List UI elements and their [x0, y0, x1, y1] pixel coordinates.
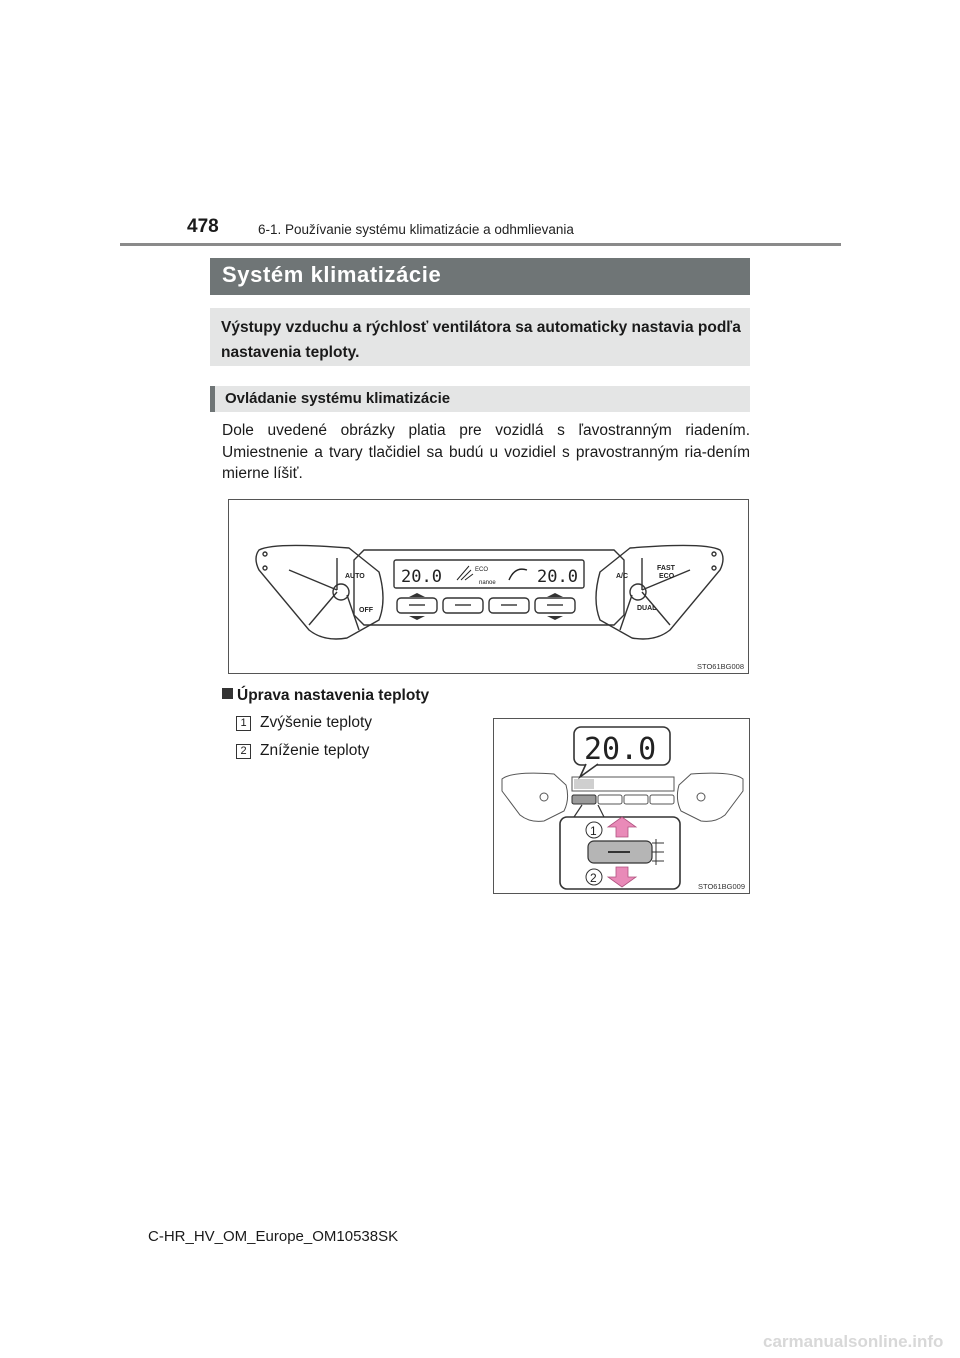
lcd-right-temp: 20.0 [537, 567, 578, 587]
lcd-highlight [574, 779, 594, 789]
footer-doc-id: C-HR_HV_OM_Europe_OM10538SK [148, 1228, 399, 1245]
ac-button: A/C [616, 573, 629, 580]
right-cluster-outline [596, 545, 723, 639]
figure-code: STO61BG009 [698, 882, 745, 891]
temperature-adjust-figure [493, 718, 750, 894]
control-panel-illustration [229, 500, 750, 675]
section-heading-bar [210, 386, 750, 412]
off-button: OFF [359, 607, 373, 614]
running-header: 6-1. Používanie systému klimatizácie a odhmlievania [258, 222, 574, 237]
temperature-adjust-illustration [494, 719, 751, 895]
title-bar [210, 258, 750, 295]
section-body-text: Dole uvedené obrázky platia pre vozidlá s ľavostranným riadením. Umiestnenie a tvary tlačidiel sa budú u vozidiel s pravostranným ria-dením mierne líšiť. [222, 422, 750, 482]
dual-button: DUAL [637, 605, 657, 612]
control-panel-figure [228, 499, 749, 674]
section-heading: Ovládanie systému klimatizácie [225, 390, 451, 407]
lcd-eco-label: ECO [475, 567, 489, 573]
step-item [236, 714, 372, 732]
callout-1-label: 1 [590, 824, 597, 838]
step-number: 1 [236, 716, 251, 731]
temp-button-highlight [572, 795, 596, 804]
airflow-icon [457, 566, 473, 580]
page-title: Systém klimatizácie [222, 262, 442, 287]
header-rule [120, 243, 841, 246]
zoom-leader [574, 805, 604, 817]
panel-left-outline [502, 773, 568, 821]
page-number: 478 [187, 216, 219, 237]
callout-2-label: 2 [590, 871, 597, 885]
right-dial [630, 584, 646, 600]
intro-box [210, 308, 750, 366]
watermark: carmanualsonline.info [763, 1332, 944, 1351]
lcd-left-temp: 20.0 [401, 567, 442, 587]
auto-button: AUTO [345, 573, 365, 580]
panel-right-outline [677, 773, 743, 821]
callout-temp: 20.0 [584, 732, 657, 767]
lcd-nanoe-label: nanoe [479, 580, 496, 586]
intro-text: Výstupy vzduchu a rýchlosť ventilátora sa automaticky nastavia podľa nastavenia teploty. [221, 319, 741, 361]
figure-code: STO61BG008 [697, 662, 744, 671]
eco-button: ECO [659, 573, 675, 580]
vent-mode-icon [509, 569, 527, 580]
subsection-heading-text: Úprava nastavenia teploty [237, 687, 430, 704]
step-item [236, 742, 369, 760]
left-dial [333, 584, 349, 600]
step-text: Zvýšenie teploty [260, 714, 372, 731]
section-accent [210, 386, 215, 412]
step-number: 2 [236, 744, 251, 759]
subsection-heading [222, 687, 429, 705]
bullet-square-icon [222, 688, 233, 699]
fast-button: FAST [657, 565, 675, 572]
step-text: Zníženie teploty [260, 742, 370, 759]
